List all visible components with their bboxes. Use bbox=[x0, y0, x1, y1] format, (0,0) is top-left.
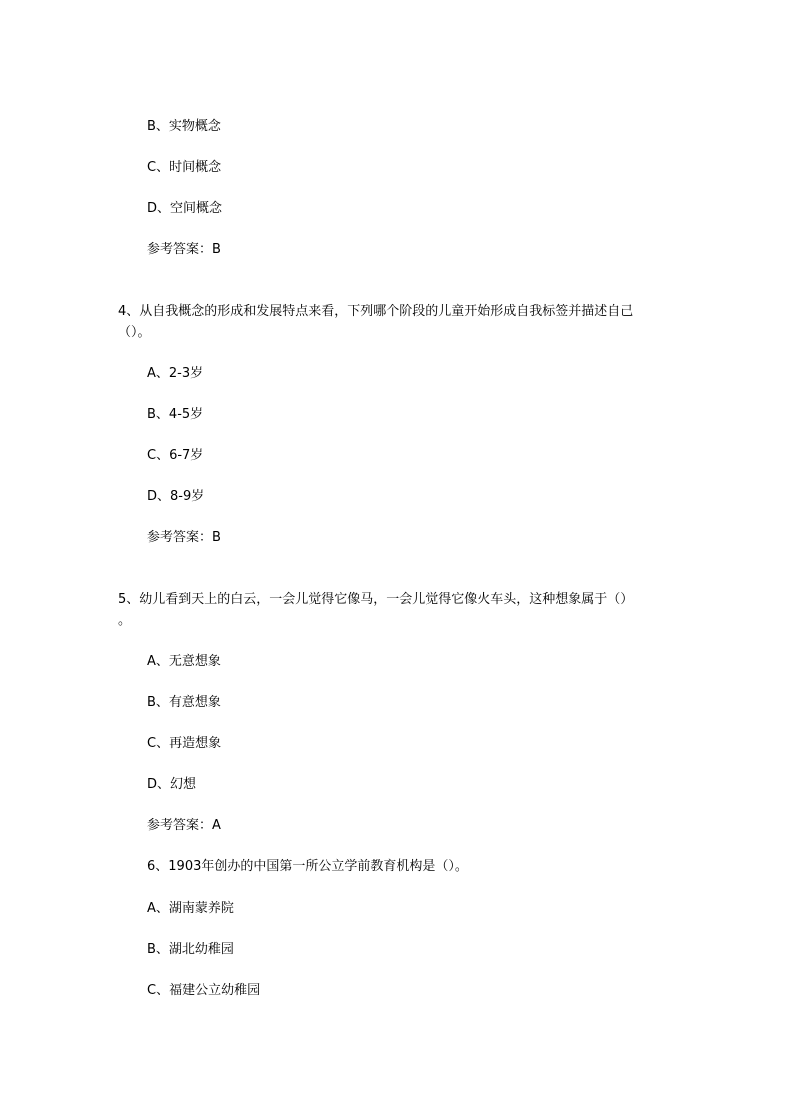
q5-option-b: B、有意想象 bbox=[147, 695, 221, 710]
q3-option-b: B、实物概念 bbox=[147, 119, 221, 134]
q3-option-d: D、空间概念 bbox=[147, 201, 223, 216]
q4-option-a: A、2-3岁 bbox=[147, 366, 204, 381]
q3-answer: 参考答案：B bbox=[147, 242, 221, 257]
q6-question: 6、1903年创办的中国第一所公立学前教育机构是（）。 bbox=[147, 859, 468, 874]
q6-option-a: A、湖南蒙养院 bbox=[147, 901, 234, 916]
q4-answer: 参考答案：B bbox=[147, 530, 221, 545]
q5-option-a: A、无意想象 bbox=[147, 654, 221, 669]
q6-option-c: C、福建公立幼稚园 bbox=[147, 983, 261, 998]
q4-question-line1: 4、从自我概念的形成和发展特点来看，下列哪个阶段的儿童开始形成自我标签并描述自己 bbox=[118, 304, 634, 319]
q4-option-b: B、4-5岁 bbox=[147, 407, 204, 422]
q4-question-line2: （）。 bbox=[118, 325, 151, 340]
q3-option-c: C、时间概念 bbox=[147, 160, 222, 175]
q5-option-d: D、幻想 bbox=[147, 777, 197, 792]
q4-option-c: C、6-7岁 bbox=[147, 448, 204, 463]
q4-option-d: D、8-9岁 bbox=[147, 489, 205, 504]
q5-question-line1: 5、幼儿看到天上的白云，一会儿觉得它像马，一会儿觉得它像火车头，这种想象属于（） bbox=[118, 592, 634, 607]
q5-option-c: C、再造想象 bbox=[147, 736, 222, 751]
q6-option-b: B、湖北幼稚园 bbox=[147, 942, 234, 957]
q5-answer: 参考答案：A bbox=[147, 818, 221, 833]
q5-question-line2: 。 bbox=[118, 613, 132, 628]
